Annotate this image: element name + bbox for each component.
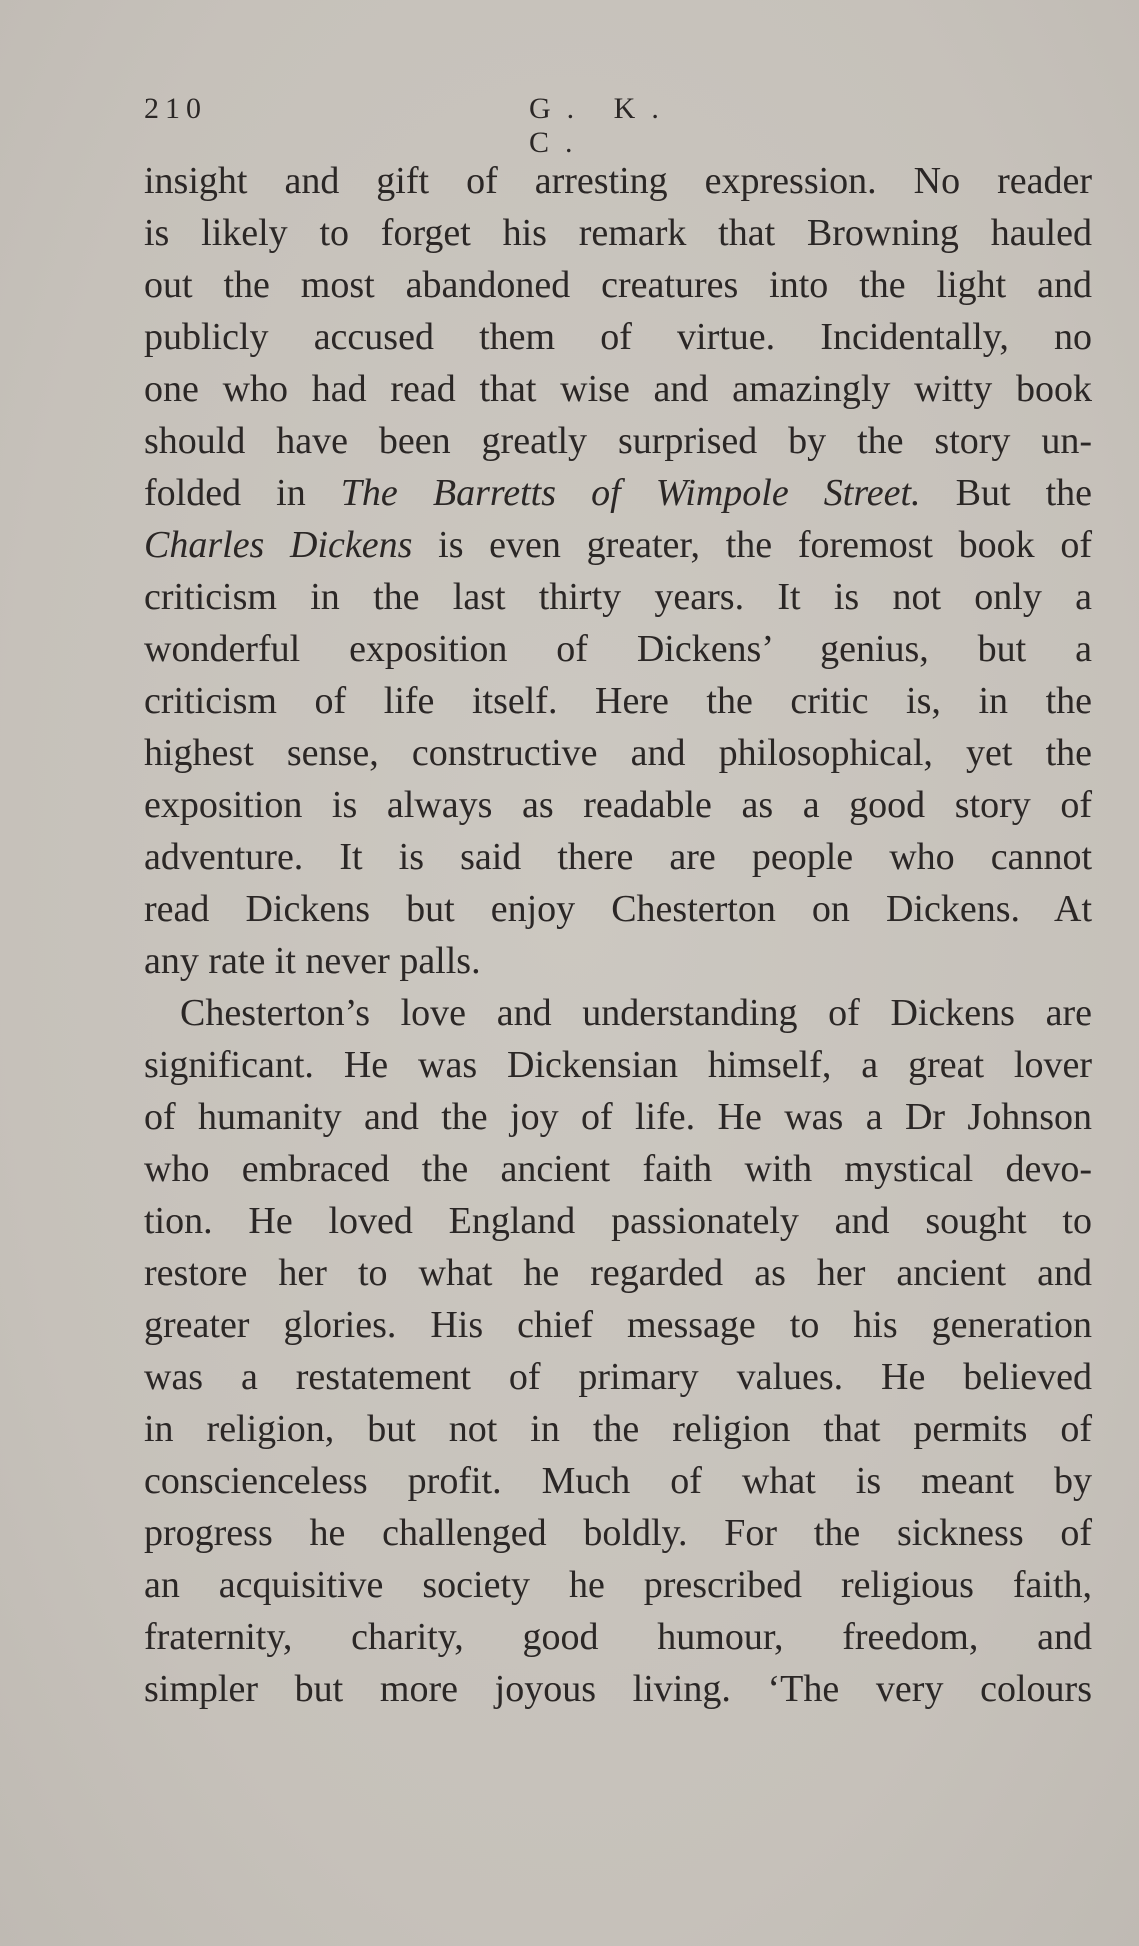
- text-line: [144, 987, 1092, 1039]
- text-segment: any rate it never palls.: [144, 940, 481, 982]
- running-head: [144, 92, 704, 159]
- text-line: [144, 1039, 1092, 1091]
- text-line: [144, 1351, 1092, 1403]
- text-line: [144, 675, 1092, 727]
- text-segment: criticism in the last thirty years. It is not only a: [144, 576, 1092, 618]
- text-segment: wonderful exposition of Dickens’ genius, but a: [144, 628, 1092, 670]
- text-line: [144, 623, 1092, 675]
- text-segment: Chesterton’s love and understanding of Dickens are: [180, 992, 1092, 1034]
- text-segment: simpler but more joyous living. ‘The very colours: [144, 1668, 1092, 1710]
- text-segment: fraternity, charity, good humour, freedom, and: [144, 1616, 1092, 1658]
- text-segment: conscienceless profit. Much of what is meant by: [144, 1460, 1092, 1502]
- text-line: [144, 1559, 1092, 1611]
- text-line: [144, 831, 1092, 883]
- text-segment: in religion, but not in the religion that permits of: [144, 1408, 1092, 1450]
- text-line: [144, 207, 1092, 259]
- page-number: 210: [144, 92, 207, 125]
- body-text: [144, 155, 1092, 1715]
- text-segment: significant. He was Dickensian himself, a great lover: [144, 1044, 1092, 1086]
- text-segment: an acquisitive society he prescribed religious faith,: [144, 1564, 1092, 1606]
- text-line: [144, 519, 1092, 571]
- text-line: [144, 259, 1092, 311]
- text-line: [144, 1091, 1092, 1143]
- text-segment: was a restatement of primary values. He believed: [144, 1356, 1092, 1398]
- text-line: [144, 363, 1092, 415]
- text-line: [144, 155, 1092, 207]
- text-line: [144, 935, 1092, 987]
- text-segment: restore her to what he regarded as her ancient and: [144, 1252, 1092, 1294]
- text-line: [144, 311, 1092, 363]
- running-title: G. K. C.: [529, 92, 675, 159]
- text-line: [144, 1299, 1092, 1351]
- text-segment: greater glories. His chief message to his generation: [144, 1304, 1092, 1346]
- text-line: [144, 467, 1092, 519]
- text-line: [144, 1455, 1092, 1507]
- text-line: [144, 1195, 1092, 1247]
- text-line: [144, 1143, 1092, 1195]
- text-segment: is likely to forget his remark that Browning hauled: [144, 212, 1092, 254]
- text-segment: progress he challenged boldly. For the sickness of: [144, 1512, 1092, 1554]
- italic-title: The Barretts of Wimpole Street.: [340, 472, 921, 514]
- text-line: [144, 1611, 1092, 1663]
- text-line: [144, 415, 1092, 467]
- text-segment: publicly accused them of virtue. Incidentally, no: [144, 316, 1092, 358]
- text-line: [144, 727, 1092, 779]
- text-line: [144, 1663, 1092, 1715]
- text-segment: of humanity and the joy of life. He was a Dr Johnson: [144, 1096, 1092, 1138]
- text-segment: adventure. It is said there are people who cannot: [144, 836, 1092, 878]
- text-segment: exposition is always as readable as a good story of: [144, 784, 1092, 826]
- text-segment: one who had read that wise and amazingly witty book: [144, 368, 1092, 410]
- text-segment: tion. He loved England passionately and sought to: [144, 1200, 1092, 1242]
- text-segment: But the: [920, 472, 1092, 514]
- text-segment: should have been greatly surprised by the story un-: [144, 420, 1092, 462]
- text-segment: read Dickens but enjoy Chesterton on Dickens. At: [144, 888, 1092, 930]
- text-segment: criticism of life itself. Here the critic is, in the: [144, 680, 1092, 722]
- text-segment: who embraced the ancient faith with mystical devo-: [144, 1148, 1092, 1190]
- text-line: [144, 779, 1092, 831]
- italic-title: Charles Dickens: [144, 524, 413, 566]
- text-segment: out the most abandoned creatures into the light and: [144, 264, 1092, 306]
- text-segment: folded in: [144, 472, 341, 514]
- text-line: [144, 1247, 1092, 1299]
- text-line: [144, 883, 1092, 935]
- text-segment: is even greater, the foremost book of: [412, 524, 1092, 566]
- text-segment: insight and gift of arresting expression. No reader: [144, 160, 1092, 202]
- text-line: [144, 1403, 1092, 1455]
- text-segment: highest sense, constructive and philosophical, yet the: [144, 732, 1092, 774]
- text-line: [144, 1507, 1092, 1559]
- text-line: [144, 571, 1092, 623]
